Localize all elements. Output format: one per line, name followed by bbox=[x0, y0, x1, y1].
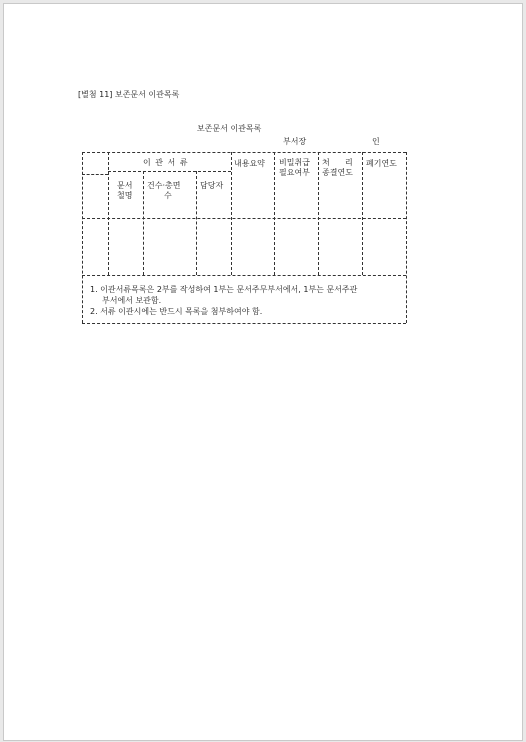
dept-head-label: 부서장 bbox=[283, 137, 307, 146]
subheader-doc-title-line2: 철명 bbox=[117, 191, 133, 200]
col-divider-1 bbox=[108, 152, 109, 275]
col-divider-5 bbox=[274, 152, 275, 275]
note-1-line2: 부서에서 보관함. bbox=[102, 296, 162, 305]
table-right-border bbox=[406, 152, 407, 323]
group-header-label: 이 관 서 류 bbox=[143, 158, 189, 167]
col-divider-3 bbox=[196, 171, 197, 275]
subheader-manager: 담당자 bbox=[200, 181, 224, 190]
col-divider-6 bbox=[318, 152, 319, 275]
col-divider-2 bbox=[143, 171, 144, 275]
note-1-line1: 1. 이관서류목록은 2부를 작성하여 1부는 문서주무부서에서, 1부는 문서주관 bbox=[90, 285, 358, 294]
col-secret-label-line1: 비밀취급 bbox=[279, 158, 310, 167]
col-disposal-label: 폐기연도 bbox=[366, 159, 397, 168]
table-bottom-border bbox=[82, 323, 406, 324]
col-divider-4 bbox=[231, 152, 232, 275]
col-secret-label-line2: 필요여부 bbox=[279, 168, 310, 177]
col-processing-label-line1: 처 리 bbox=[322, 158, 353, 167]
seal-label: 인 bbox=[372, 137, 380, 146]
table-top-border bbox=[82, 152, 406, 153]
header-bottom-border bbox=[82, 218, 406, 219]
group-header-divider bbox=[108, 171, 231, 172]
appendix-title: [별첨 11] 보존문서 이관목록 bbox=[78, 90, 180, 99]
table-left-border bbox=[82, 152, 83, 323]
subheader-doc-title-line1: 문서 bbox=[117, 181, 133, 190]
subheader-count-line1: 건수·총면 bbox=[147, 181, 181, 190]
document-page bbox=[3, 3, 523, 741]
col-processing-label-line2: 종결연도 bbox=[322, 168, 353, 177]
document-title: 보존문서 이관목록 bbox=[197, 124, 262, 133]
col-summary-label: 내용요약 bbox=[234, 159, 265, 168]
subheader-count-line2: 수 bbox=[164, 191, 172, 200]
body-bottom-border bbox=[82, 275, 406, 276]
col-divider-7 bbox=[362, 152, 363, 275]
left-col-divider bbox=[82, 174, 108, 175]
note-2: 2. 서류 이관시에는 반드시 목록을 첨부하여야 함. bbox=[90, 307, 263, 316]
